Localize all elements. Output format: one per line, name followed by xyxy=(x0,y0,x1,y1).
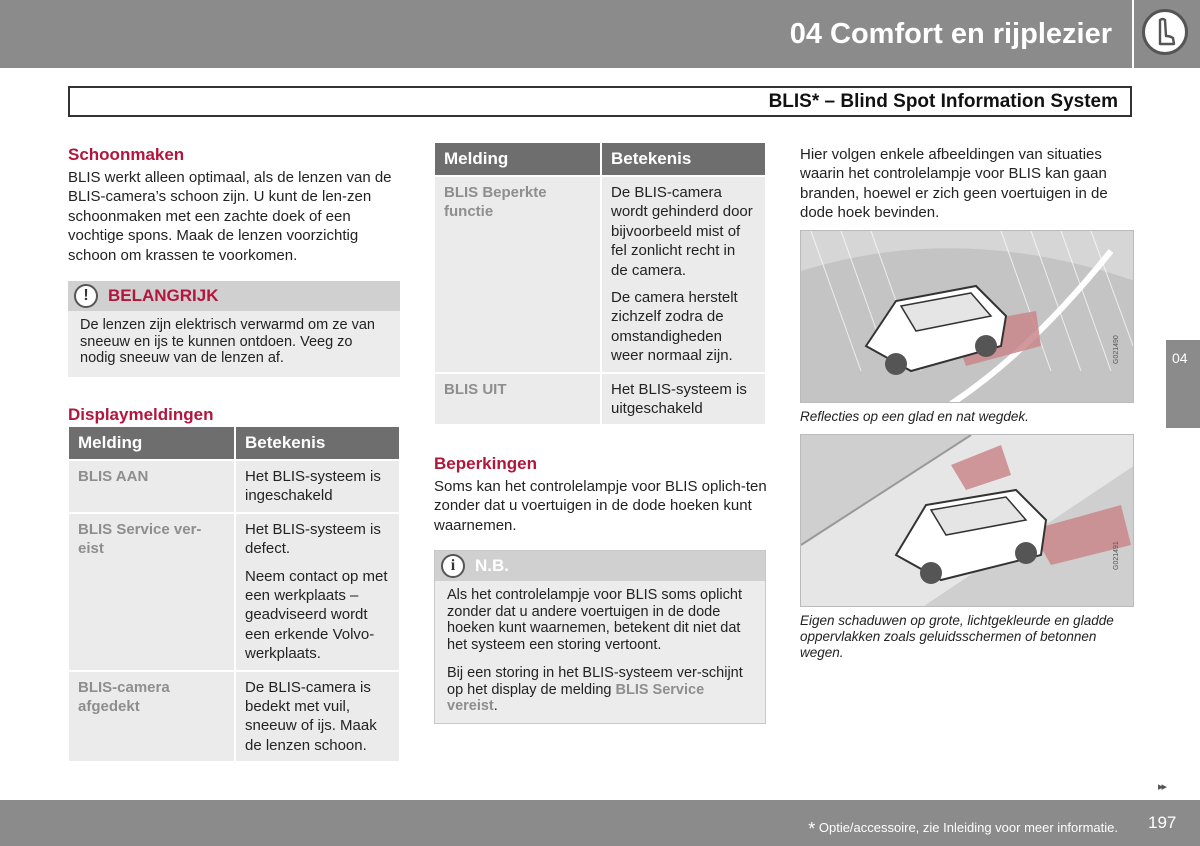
message-key: BLIS UIT xyxy=(435,373,601,425)
footnote-mark: * xyxy=(808,819,816,839)
chapter-header-bar xyxy=(0,0,1132,68)
important-body: De lenzen zijn elektrisch verwarmd om ze van sneeuw en ijs te kunnen ontdoen. Veeg zo nodig sneeuw van de lenzen af. xyxy=(80,317,375,366)
table-row xyxy=(69,513,399,671)
figure-code: G021490 xyxy=(1113,335,1120,364)
footnote-text: Optie/accessoire, zie Inleiding voor meer informatie. xyxy=(818,820,1118,835)
figure-shadows xyxy=(800,434,1134,607)
note-body-2-text: Bij een storing in het BLIS-systeem ver-schijnt op het display de melding xyxy=(447,665,743,698)
message-key: BLIS AAN xyxy=(69,460,235,513)
note-body-1: Als het controlelampje voor BLIS soms oplicht zonder dat u andere voertuigen in de dode hoeken kunt waarnemen, betekent dit niet dat het systeem een storing vertoont. xyxy=(447,587,742,653)
seat-icon xyxy=(1142,9,1188,55)
note-callout xyxy=(434,550,766,724)
page-number: 197 xyxy=(1148,813,1177,832)
message-meaning xyxy=(235,460,399,513)
table-header-message: Melding xyxy=(69,427,235,460)
table-header-message: Melding xyxy=(435,143,601,176)
important-callout xyxy=(68,281,400,377)
info-icon: i xyxy=(441,554,465,578)
cleaning-heading: Schoonmaken xyxy=(68,145,185,164)
note-label: N.B. xyxy=(475,556,509,575)
table-row xyxy=(69,671,399,762)
table-row xyxy=(435,176,765,373)
table-header-meaning: Betekenis xyxy=(601,143,765,176)
table-row xyxy=(435,373,765,425)
figure-wet-road xyxy=(800,230,1134,403)
table-header-meaning: Betekenis xyxy=(235,427,399,460)
display-messages-table-continued xyxy=(435,143,765,424)
message-key: BLIS-camera afgedekt xyxy=(69,671,235,762)
cleaning-body: BLIS werkt alleen optimaal, als de lenzen van de BLIS-camera’s schoon zijn. U kunt de len-zen schoonmaken met een zachte doek of een vochtige spons. Maak de lenzen voorzichtig schoon om krassen te voorkomen. xyxy=(68,169,392,264)
meaning-paragraph: De BLIS-camera wordt gehinderd door bijvoorbeeld mist of fel zonlicht recht in de camera. xyxy=(611,184,753,279)
side-tab-label: 04 xyxy=(1172,350,1188,366)
section-title: BLIS* – Blind Spot Information System xyxy=(768,91,1118,112)
note-emphasis-message: BLIS Service vereist xyxy=(447,681,705,714)
next-page-arrows-icon[interactable]: ▸▸ xyxy=(1158,781,1166,793)
chapter-icon-box xyxy=(1134,0,1200,68)
side-chapter-tab[interactable] xyxy=(1166,340,1200,428)
warning-icon: ! xyxy=(74,284,98,308)
meaning-paragraph: Neem contact op met een werkplaats – geadviseerd wordt een erkende Volvo-werkplaats. xyxy=(245,567,388,663)
figure-caption: Reflecties op een glad en nat wegdek. xyxy=(800,409,1029,424)
note-body-2-end: . xyxy=(493,698,498,714)
shadow-illustration xyxy=(801,435,1134,607)
important-callout-header xyxy=(68,281,400,311)
intro-body: Hier volgen enkele afbeeldingen van situaties waarin het controlelampje voor BLIS kan gaan branden, hoewel er zich geen voertuigen in de dode hoek bevinden. xyxy=(800,146,1108,222)
limitations-body: Soms kan het controlelampje voor BLIS oplich-ten zonder dat u voertuigen in de dode hoeken kunt waarnemen. xyxy=(434,478,767,534)
message-meaning xyxy=(235,671,399,762)
note-body-2 xyxy=(447,665,755,715)
wet-road-illustration xyxy=(801,231,1134,403)
display-messages-heading: Displaymeldingen xyxy=(68,405,214,424)
meaning-paragraph: De BLIS-camera is bedekt met vuil, sneeuw of ijs. Maak de lenzen schoon. xyxy=(245,678,377,754)
message-meaning xyxy=(601,373,765,425)
message-meaning xyxy=(601,176,765,373)
display-messages-table xyxy=(69,427,399,761)
page-number-box xyxy=(1134,800,1200,846)
limitations-heading: Beperkingen xyxy=(434,454,537,473)
message-key: BLIS Service ver-eist xyxy=(69,513,235,671)
meaning-paragraph: Het BLIS-systeem is ingeschakeld xyxy=(245,468,381,505)
figure-code: G021491 xyxy=(1113,541,1120,570)
figure-caption: Eigen schaduwen op grote, lichtgekleurde en gladde oppervlakken zoals geluidsschermen of betonnen wegen. xyxy=(800,613,1114,660)
chapter-title: 04 Comfort en rijplezier xyxy=(789,18,1112,50)
message-meaning xyxy=(235,513,399,671)
important-label: BELANGRIJK xyxy=(108,286,219,305)
table-row xyxy=(69,460,399,513)
footer-bar xyxy=(0,800,1134,846)
note-callout-header xyxy=(435,551,765,581)
meaning-paragraph: De camera herstelt zichzelf zodra de omstandigheden weer normaal zijn. xyxy=(611,289,738,365)
meaning-paragraph: Het BLIS-systeem is defect. xyxy=(245,520,381,558)
meaning-paragraph: Het BLIS-systeem is uitgeschakeld xyxy=(611,380,747,418)
section-header xyxy=(68,86,1132,117)
footnote xyxy=(808,819,1118,840)
message-key: BLIS Beperkte functie xyxy=(435,176,601,373)
